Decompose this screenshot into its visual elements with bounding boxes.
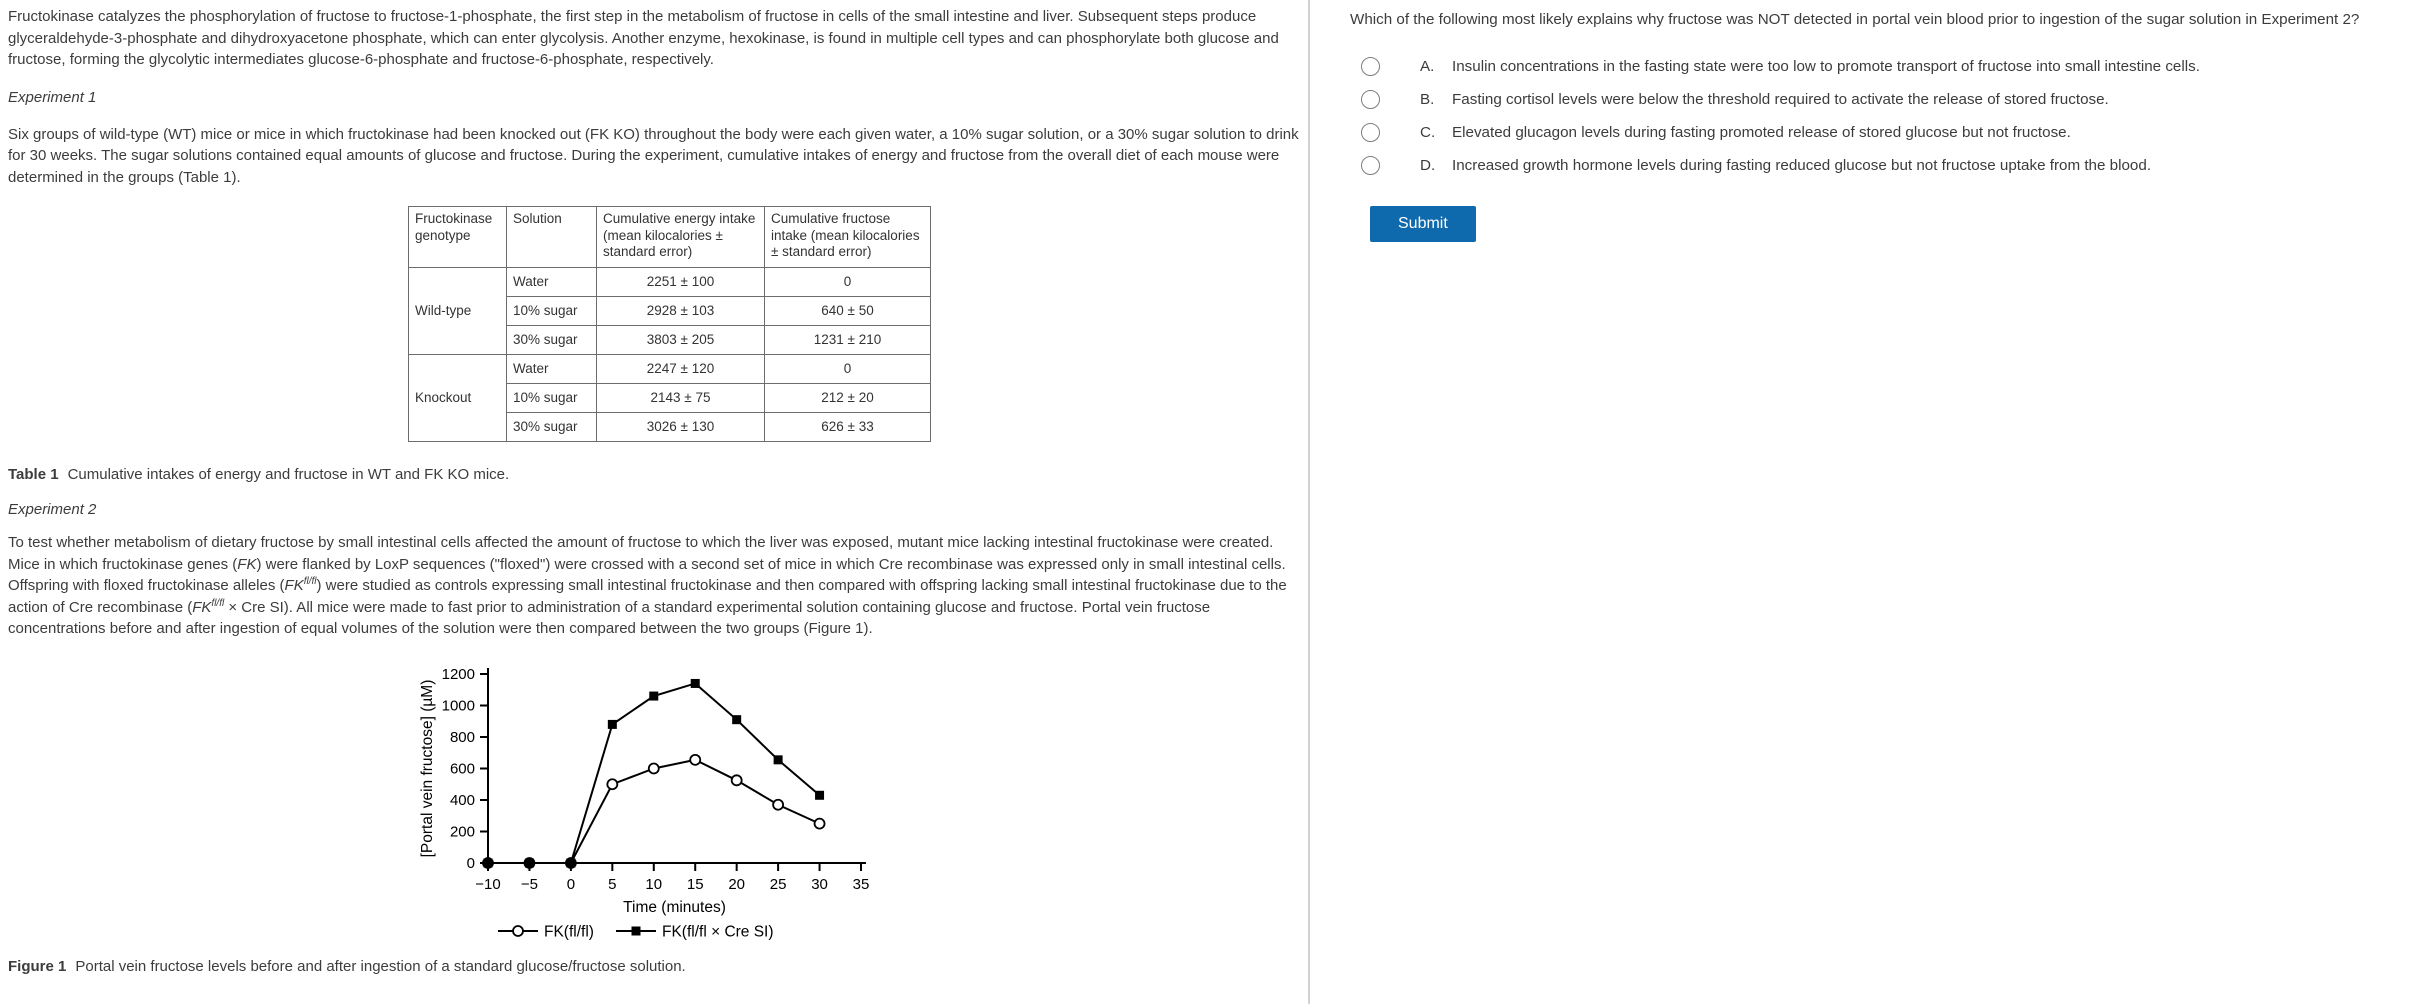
figure-1-chart [398, 658, 903, 950]
y-tick-label: 1200 [441, 665, 475, 683]
passage-paragraph-3 [8, 532, 1302, 640]
passage-paragraph-1: Fructokinase catalyzes the phosphorylation of fructose to fructose-1-phosphate, the first step in the metabolism of fructose in cells of the small intestine and liver. Subsequent steps produce glyceraldehyde-3-phosphate and dihydroxyacetone phosphate, which can enter glycolysis. Another enzyme, hexokinase, is found in multiple cell types and can phosphorylate both glucose and fructose, forming the glycolytic intermediates glucose-6-phosphate and fructose-6-phosphate, respectively. [8, 8, 1279, 68]
text-run: × Cre SI). All mice were made to fast prior to administration of a standard experimental solution containing glucose and fructose. Portal vein fructose concentrations before and after ingestion of equal volumes of the solution were then compared between the two groups (Figure 1). [8, 598, 1211, 637]
x-tick-label: −10 [475, 875, 501, 893]
x-tick-label: −5 [520, 875, 538, 893]
table-cell-solution: 30% sugar [507, 326, 597, 355]
x-tick-label: 5 [608, 875, 617, 893]
table-cell-energy: 3026 ± 130 [597, 413, 765, 442]
y-tick-label: 800 [449, 728, 475, 746]
data-point-circle [815, 818, 825, 828]
y-axis-label: [Portal vein fructose] (µM) [419, 679, 436, 857]
table-1-caption-text: Cumulative intakes of energy and fructose in WT and FK KO mice. [67, 466, 510, 483]
legend-label: FK(fl/fl) [544, 923, 594, 940]
experiment-1-heading: Experiment 1 [8, 88, 97, 106]
option-b[interactable] [1361, 83, 2406, 116]
table-cell-solution: 30% sugar [507, 413, 597, 442]
legend-label: FK(fl/fl × Cre SI) [662, 923, 774, 940]
y-tick-label: 1000 [441, 697, 475, 714]
text-run: fl/fl [211, 597, 225, 609]
option-a[interactable] [1361, 50, 2406, 83]
table-cell-solution: 10% sugar [507, 297, 597, 326]
data-point-square [691, 678, 700, 687]
table-cell-fructose: 626 ± 33 [765, 413, 931, 442]
table-1 [408, 206, 931, 442]
option-text: Elevated glucagon levels during fasting promoted release of stored glucose but not fructose. [1452, 124, 2071, 141]
table-cell-fructose: 640 ± 50 [765, 297, 931, 326]
figure-1 [398, 658, 903, 950]
table-cell-solution: 10% sugar [507, 384, 597, 413]
table-1-caption [8, 466, 1302, 483]
figure-1-caption-label: Figure 1 [8, 957, 67, 975]
figure-1-caption-text: Portal vein fructose levels before and after ingestion of a standard glucose/fructose solution. [75, 957, 686, 975]
text-run: FK [237, 555, 257, 573]
data-point-square [484, 858, 493, 867]
table-cell-fructose: 0 [765, 268, 931, 297]
radio-icon[interactable] [1361, 90, 1380, 109]
radio-icon[interactable] [1361, 57, 1380, 76]
table-cell-genotype: Wild-type [409, 268, 507, 355]
y-tick-label: 0 [466, 854, 475, 872]
data-point-circle [607, 779, 617, 789]
data-point-square [732, 715, 741, 724]
text-run: To test whether metabolism of dietary fructose by small intestinal cells affected the amount of fructose to which the liver was exposed, mutant mice lacking intestinal fructokinase were created. Mice in which fructokinase genes ( [8, 534, 1274, 573]
table-cell-fructose: 212 ± 20 [765, 384, 931, 413]
text-run: ) were flanked by LoxP sequences ("floxed") were crossed with a second set of mice in which Cre recombinase was expressed only in small intestinal cells. Offspring with floxed fructokinase alleles ( [8, 555, 1286, 594]
data-point-square [632, 926, 641, 935]
x-tick-label: 30 [811, 875, 828, 893]
data-point-circle [649, 763, 659, 773]
option-c[interactable] [1361, 116, 2406, 149]
table-cell-solution: Water [507, 355, 597, 384]
question-text: Which of the following most likely explains why fructose was NOT detected in portal vein blood prior to ingestion of the sugar solution in Experiment 2? [1350, 11, 2360, 28]
data-point-square [774, 755, 783, 764]
table-cell-energy: 3803 ± 205 [597, 326, 765, 355]
table-header-genotype: Fructokinase genotype [409, 207, 507, 268]
table-cell-genotype: Knockout [409, 355, 507, 442]
option-text: Fasting cortisol levels were below the threshold required to activate the release of stored fructose. [1452, 91, 2109, 108]
table-cell-energy: 2143 ± 75 [597, 384, 765, 413]
data-point-square [649, 691, 658, 700]
table-cell-fructose: 1231 ± 210 [765, 326, 931, 355]
series-line-0 [488, 759, 820, 862]
table-header-row [409, 207, 931, 268]
table-cell-energy: 2247 ± 120 [597, 355, 765, 384]
data-point-circle [773, 799, 783, 809]
text-run: FK [192, 598, 212, 616]
table-cell-solution: Water [507, 268, 597, 297]
y-tick-label: 400 [449, 791, 475, 809]
radio-icon[interactable] [1361, 156, 1380, 175]
text-run: fl/fl [303, 576, 317, 587]
data-point-circle [513, 926, 523, 936]
option-letter: D. [1420, 157, 1436, 174]
option-letter: C. [1420, 124, 1436, 141]
table-cell-energy: 2251 ± 100 [597, 268, 765, 297]
text-run: FK [284, 577, 304, 594]
table-header-solution: Solution [507, 207, 597, 268]
option-letter: A. [1420, 58, 1435, 75]
data-point-square [566, 858, 575, 867]
y-tick-label: 600 [449, 760, 475, 777]
passage-paragraph-2: Six groups of wild-type (WT) mice or mice in which fructokinase had been knocked out (FK KO) throughout the body were each given water, a 10% sugar solution, or a 30% sugar solution to drink for 30 weeks. The sugar solutions contained equal amounts of glucose and fructose. During the experiment, cumulative intakes of energy and fructose from the overall diet of each mouse were determined in the groups (Table 1). [8, 125, 1299, 186]
x-tick-label: 35 [852, 875, 870, 893]
table-cell-energy: 2928 ± 103 [597, 297, 765, 326]
options-list [1361, 50, 2406, 182]
data-point-circle [690, 754, 700, 764]
data-point-square [608, 719, 617, 728]
x-tick-label: 15 [686, 875, 704, 893]
table-header-energy: Cumulative energy intake (mean kilocalories ± standard error) [597, 207, 765, 268]
data-point-square [815, 790, 824, 799]
y-tick-label: 200 [449, 823, 475, 840]
data-point-square [525, 858, 534, 867]
x-axis-label: Time (minutes) [623, 898, 726, 916]
option-d[interactable] [1361, 149, 2406, 182]
option-text: Increased growth hormone levels during fasting reduced glucose but not fructose uptake from the blood. [1452, 157, 2152, 174]
experiment-2-heading: Experiment 2 [8, 501, 97, 518]
option-letter: B. [1420, 91, 1435, 108]
x-tick-label: 25 [769, 875, 787, 893]
x-tick-label: 10 [645, 875, 663, 893]
table-cell-fructose: 0 [765, 355, 931, 384]
x-tick-label: 20 [728, 875, 746, 893]
table-1-caption-label: Table 1 [8, 466, 59, 483]
option-text: Insulin concentrations in the fasting state were too low to promote transport of fructose into small intestine cells. [1452, 58, 2200, 75]
x-tick-label: 0 [566, 875, 576, 893]
table-row [409, 355, 931, 384]
data-point-circle [732, 775, 742, 785]
text-run: ) were studied as controls expressing small intestinal fructokinase and then compared with offspring lacking small intestinal fructokinase due to the action of Cre recombinase ( [8, 577, 1287, 616]
table-header-fructose: Cumulative fructose intake (mean kilocalories ± standard error) [765, 207, 931, 268]
table-row [409, 268, 931, 297]
submit-button[interactable]: Submit [1370, 206, 1476, 242]
question-panel [1310, 0, 2430, 1004]
figure-1-caption [8, 958, 1302, 975]
radio-icon[interactable] [1361, 123, 1380, 142]
